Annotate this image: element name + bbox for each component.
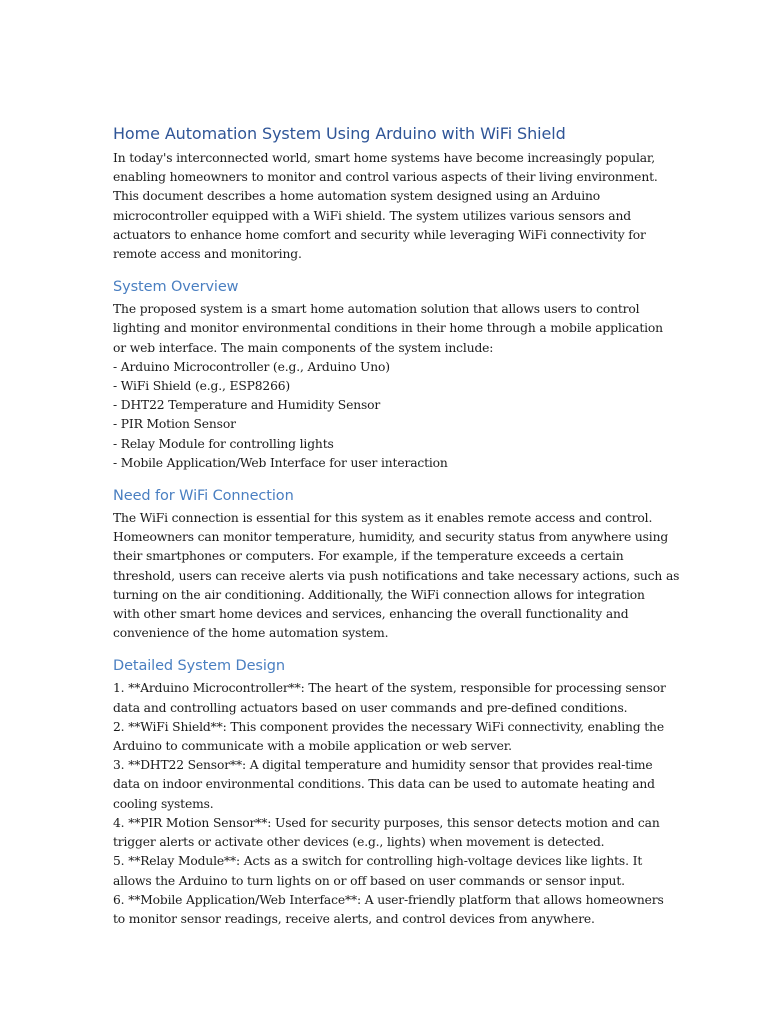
heading-detailed-design: Detailed System Design (113, 658, 285, 675)
heading-need-for-wifi: Need for WiFi Connection (113, 488, 294, 505)
need-for-wifi-body (113, 509, 680, 643)
body-line: Arduino to communicate with a mobile application or web server. (113, 739, 512, 754)
body-line: Homeowners can monitor temperature, humidity, and security status from anywhere using (113, 530, 669, 545)
list-item: 1. **Arduino Microcontroller**: The heart of the system, responsible for processing sensor (113, 681, 666, 696)
intro-line: remote access and monitoring. (113, 247, 302, 262)
body-line: to monitor sensor readings, receive alerts, and control devices from anywhere. (113, 911, 595, 926)
list-item: - WiFi Shield (e.g., ESP8266) (113, 379, 291, 394)
list-item: - Arduino Microcontroller (e.g., Arduino Uno) (113, 359, 390, 374)
list-item: 4. **PIR Motion Sensor**: Used for security purposes, this sensor detects motion and can (113, 815, 660, 830)
intro-line: This document describes a home automation system designed using an Arduino (113, 189, 601, 204)
body-line: The proposed system is a smart home automation solution that allows users to control (113, 302, 640, 317)
heading-system-overview: System Overview (113, 279, 239, 296)
intro-line: In today's interconnected world, smart home systems have become increasingly popular, (113, 151, 656, 165)
body-line: allows the Arduino to turn lights on or off based on user commands or sensor input. (113, 873, 625, 888)
body-line: data and controlling actuators based on user commands and pre-defined conditions. (113, 700, 628, 715)
body-line: cooling systems. (113, 796, 214, 811)
list-item: 6. **Mobile Application/Web Interface**: A user-friendly platform that allows homeowners (113, 892, 664, 907)
detailed-design-body (113, 679, 666, 929)
body-line: lighting and monitor environmental conditions in their home through a mobile application (113, 321, 663, 336)
body-line: trigger alerts or activate other devices (e.g., lights) when movement is detected. (113, 835, 605, 850)
list-item: - Mobile Application/Web Interface for user interaction (113, 455, 448, 470)
list-item: 5. **Relay Module**: Acts as a switch for controlling high-voltage devices like lights. It (113, 854, 643, 869)
body-line: or web interface. The main components of the system include: (113, 340, 494, 355)
list-item: - DHT22 Temperature and Humidity Sensor (113, 398, 381, 413)
document-page (113, 122, 680, 929)
list-item: - Relay Module for controlling lights (113, 436, 334, 451)
body-line: convenience of the home automation system. (113, 626, 389, 641)
document-title: Home Automation System Using Arduino with WiFi Shield (113, 124, 566, 143)
intro-line: actuators to enhance home comfort and security while leveraging WiFi connectivity for (113, 227, 646, 242)
list-item: 2. **WiFi Shield**: This component provides the necessary WiFi connectivity, enabling the (113, 719, 664, 734)
body-line: turning on the air conditioning. Additionally, the WiFi connection allows for integration (113, 587, 645, 602)
body-line: their smartphones or computers. For example, if the temperature exceeds a certain (113, 549, 624, 564)
body-line: The WiFi connection is essential for this system as it enables remote access and control. (113, 511, 653, 526)
system-overview-body (113, 300, 663, 473)
body-line: threshold, users can receive alerts via push notifications and take necessary actions, such as (113, 568, 680, 583)
body-line: data on indoor environmental conditions. This data can be used to automate heating and (113, 777, 655, 792)
intro-line: enabling homeowners to monitor and control various aspects of their living environment. (113, 170, 658, 185)
intro-line: microcontroller equipped with a WiFi shield. The system utilizes various sensors and (113, 208, 631, 223)
list-item: - PIR Motion Sensor (113, 417, 236, 432)
intro-paragraph (113, 149, 658, 264)
list-item: 3. **DHT22 Sensor**: A digital temperature and humidity sensor that provides real-time (113, 758, 653, 773)
body-line: with other smart home devices and services, enhancing the overall functionality and (113, 607, 629, 622)
